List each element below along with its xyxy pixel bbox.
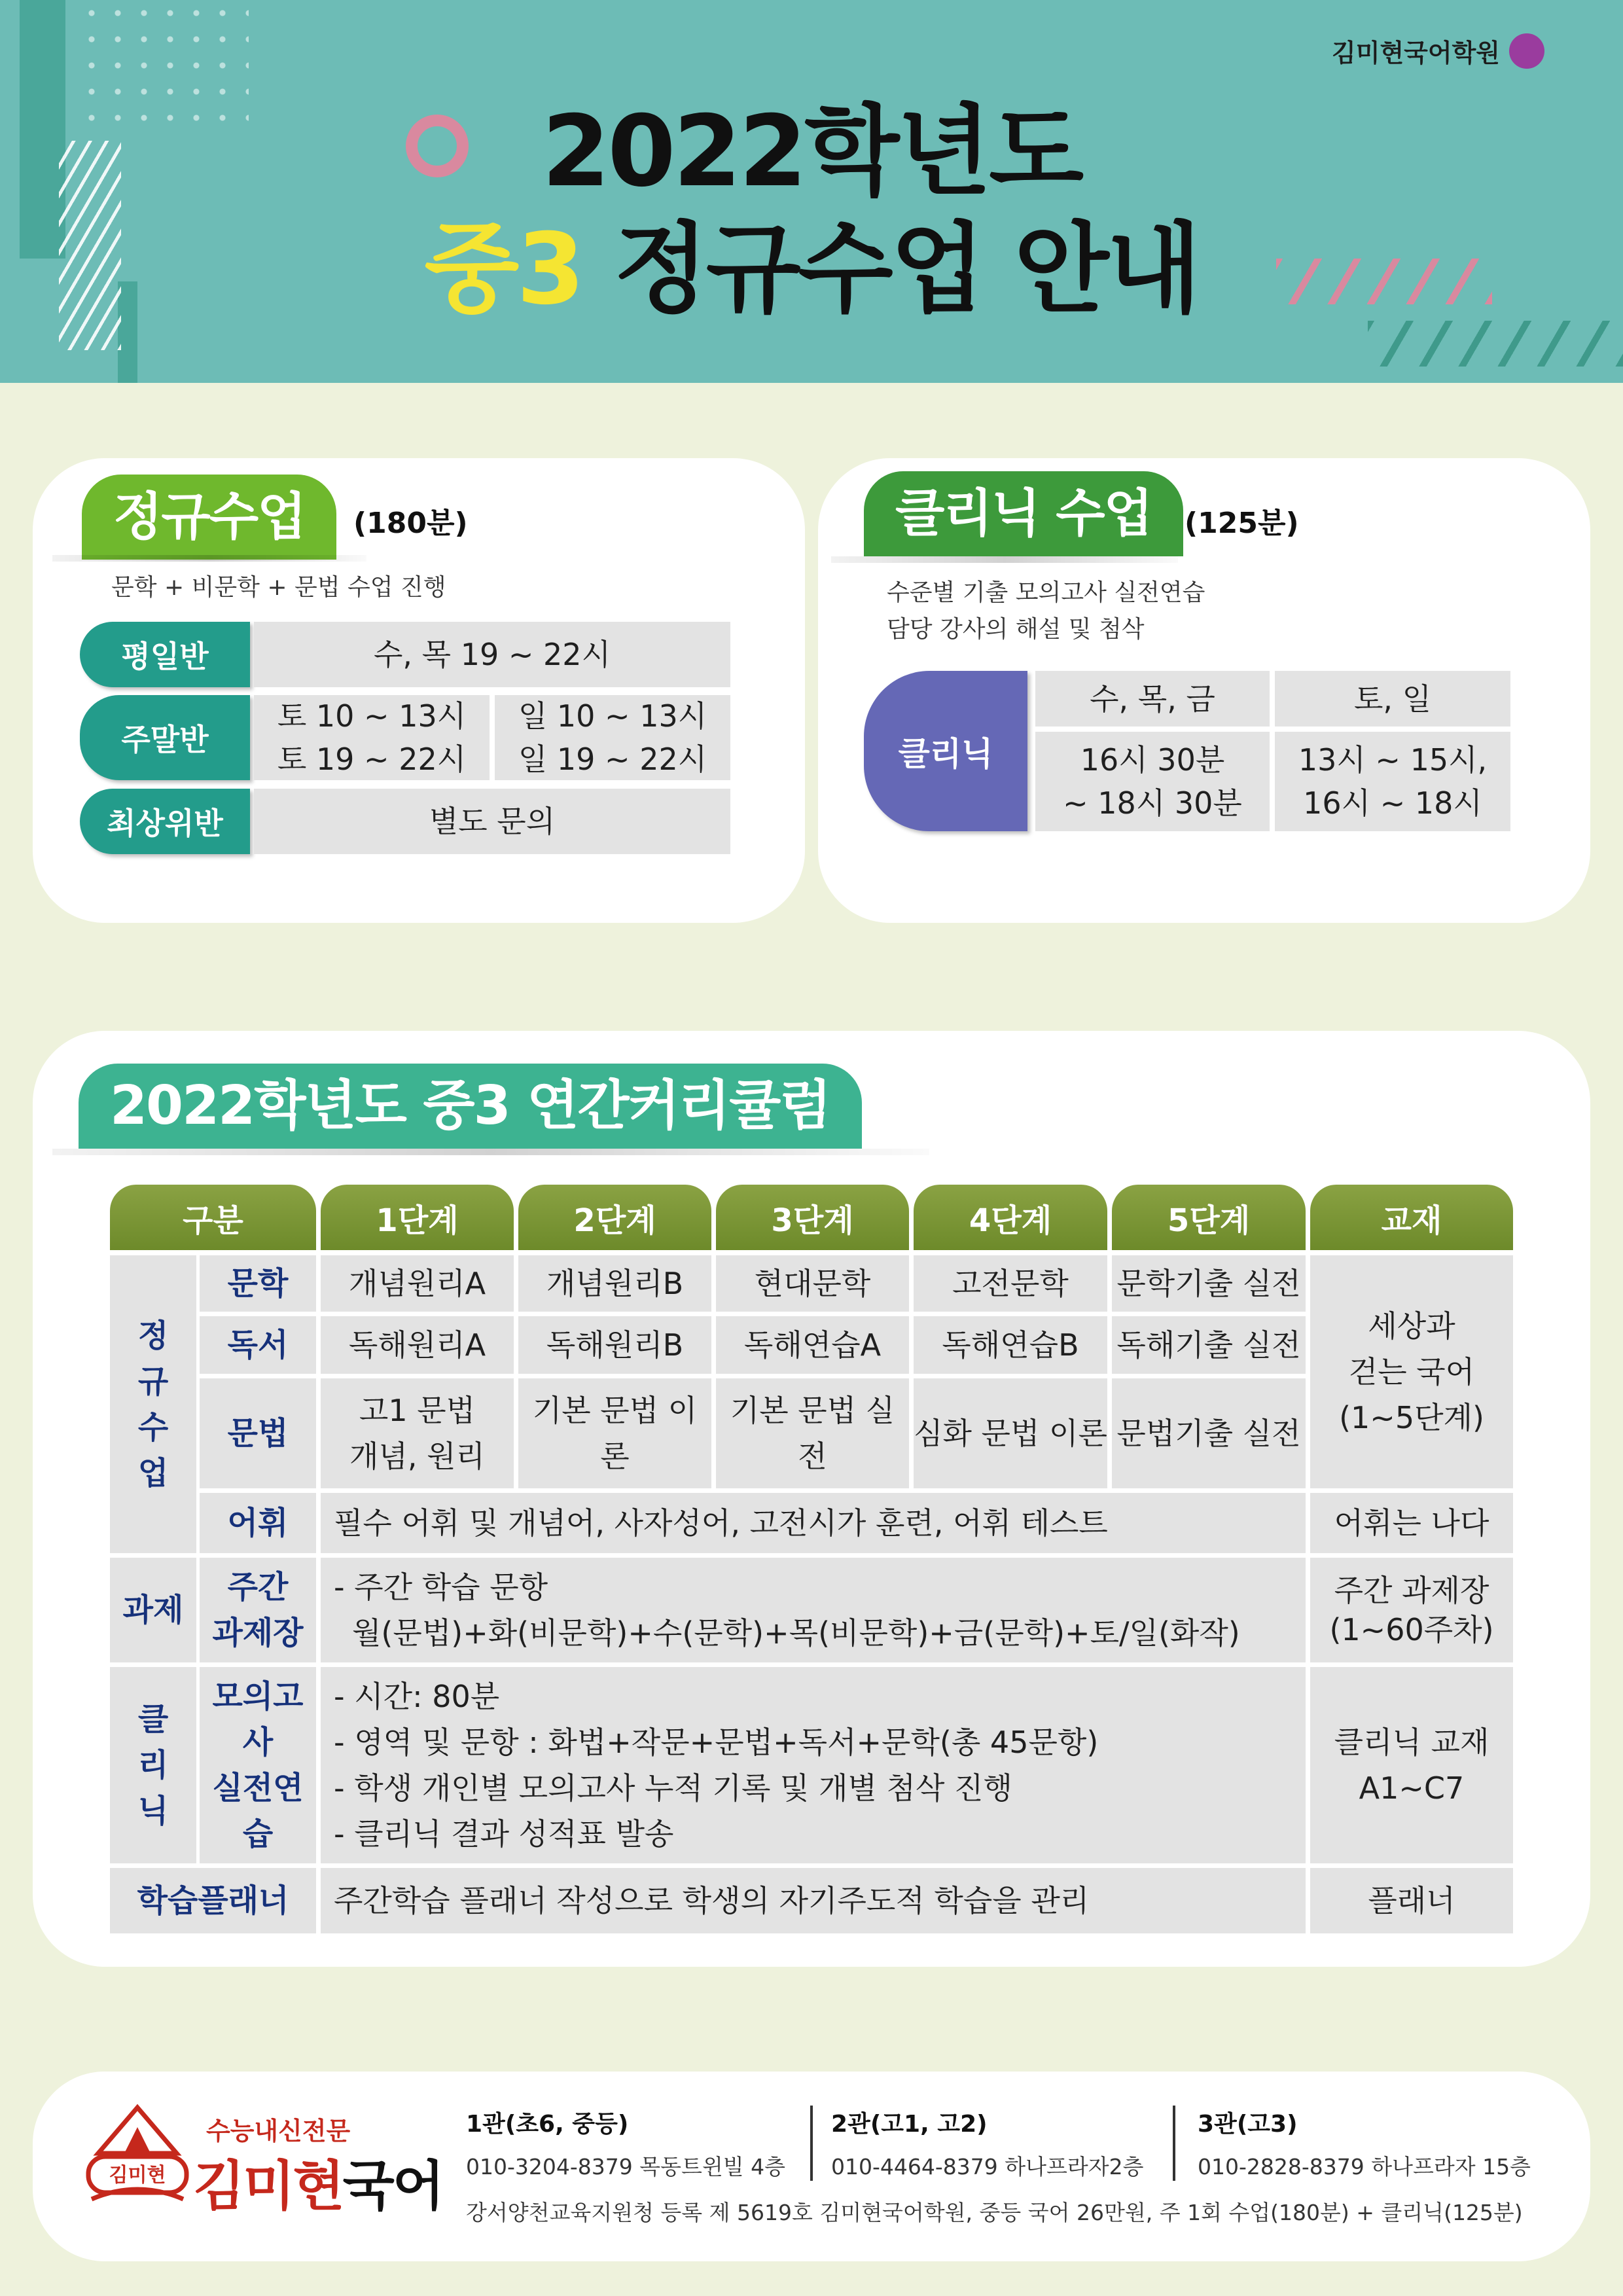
group-homework: 과제: [110, 1558, 196, 1662]
cell-literature-step3: 현대문학: [716, 1255, 909, 1312]
cell-line: 고1 문법: [359, 1393, 476, 1428]
cell-line: (1~5단계): [1339, 1400, 1484, 1435]
col-header-step1: 1단계: [321, 1185, 514, 1250]
subtitle-text: 정규수업 안내: [613, 213, 1199, 327]
brand-name: 김미현국어학원: [1332, 39, 1500, 67]
sat-evening: 토 19 ~ 22시: [277, 742, 467, 777]
cell-grammar-step4: 심화 문법 이론: [914, 1378, 1107, 1488]
group-char: 닉: [137, 1793, 169, 1829]
group-regular-class: [110, 1255, 196, 1553]
clinic-class-card: [818, 458, 1590, 923]
cell-line: 걷는 국어: [1348, 1354, 1475, 1390]
weekday-label: 평일반: [80, 622, 250, 687]
group-char: 리: [137, 1747, 169, 1784]
clinic-time-line: 16시 ~ 18시: [1303, 785, 1482, 821]
content-line: - 영역 및 문항 : 화법+작문+문법+독서+문학(총 45문항): [334, 1725, 1099, 1760]
clinic-weekend-time: [1275, 732, 1510, 831]
header-banner: [0, 0, 1623, 383]
cell-planner-book: 플래너: [1310, 1868, 1513, 1933]
weekend-saturday: [254, 695, 490, 780]
weekday-time: 수, 목 19 ~ 22시: [254, 622, 730, 687]
curriculum-title: 2022학년도 중3 연간커리큘럼: [79, 1064, 862, 1149]
branch2-info: 010-4464-8379 하나프라자2층: [831, 2154, 1144, 2179]
cell-grammar-step1: [321, 1378, 514, 1488]
regular-class-card: [33, 458, 805, 923]
cell-homework-content: [321, 1558, 1306, 1662]
cell-reading-step4: 독해연습B: [914, 1316, 1107, 1374]
row-label-planner: 학습플래너: [110, 1868, 316, 1933]
page-title: 2022학년도: [541, 95, 1082, 209]
divider: [1173, 2106, 1175, 2181]
branch1-name: 1관(초6, 중등): [466, 2111, 629, 2138]
clinic-duration: (125분): [1185, 507, 1299, 540]
logo-subtitle: 수능내신전문: [206, 2117, 351, 2145]
sun-evening: 일 19 ~ 22시: [518, 742, 707, 777]
clinic-weekend-head: 토, 일: [1275, 671, 1510, 726]
row-label-literature: 문학: [200, 1255, 316, 1312]
cell-textbook-main: [1310, 1255, 1513, 1488]
cell-grammar-step2: 기본 문법 이론: [518, 1378, 711, 1488]
sun-morning: 일 10 ~ 13시: [518, 698, 707, 734]
label-line: 실전연습: [212, 1770, 304, 1852]
cell-vocab-book: 어휘는 나다: [1310, 1493, 1513, 1553]
brand-dot-icon: [1509, 33, 1544, 69]
emblem-text: 김미현: [109, 2164, 166, 2187]
content-line: - 시간: 80분: [334, 1679, 500, 1714]
row-label-reading: 독서: [200, 1316, 316, 1374]
branch2-name: 2관(고1, 고2): [831, 2111, 988, 2138]
col-header-step5: 5단계: [1112, 1185, 1306, 1250]
group-char: 정: [137, 1317, 169, 1354]
cell-grammar-step3: 기본 문법 실전: [716, 1378, 909, 1488]
brand-label: [1332, 33, 1544, 69]
cell-vocab-content: 필수 어휘 및 개념어, 사자성어, 고전시가 훈련, 어휘 테스트: [321, 1493, 1306, 1553]
row-label-mock-exam: [200, 1667, 316, 1863]
content-line: - 주간 학습 문항: [334, 1570, 548, 1605]
top-class-value: 별도 문의: [254, 789, 730, 854]
clinic-desc-line: 수준별 기출 모의고사 실전연습: [887, 579, 1205, 606]
divider: [810, 2106, 813, 2181]
row-label-grammar: 문법: [200, 1378, 316, 1488]
clinic-time-line: 13시 ~ 15시,: [1298, 742, 1488, 778]
content-line: 월(문법)+화(비문학)+수(문학)+목(비문학)+금(문학)+토/일(화작): [352, 1615, 1240, 1651]
clinic-time-line: ~ 18시 30분: [1063, 785, 1242, 821]
cell-literature-step1: 개념원리A: [321, 1255, 514, 1312]
logo-subject: 국어: [342, 2155, 443, 2217]
cell-literature-step5: 문학기출 실전: [1112, 1255, 1306, 1312]
sat-morning: 토 10 ~ 13시: [277, 698, 467, 734]
group-char: 수: [137, 1408, 169, 1446]
cell-planner-content: 주간학습 플래너 작성으로 학생의 자기주도적 학습을 관리: [321, 1868, 1306, 1933]
cell-reading-step1: 독해원리A: [321, 1316, 514, 1374]
page-subtitle: [0, 190, 1623, 331]
col-header-textbook: 교재: [1310, 1185, 1513, 1250]
col-header-step2: 2단계: [518, 1185, 711, 1250]
cell-reading-step5: 독해기출 실전: [1112, 1316, 1306, 1374]
weekend-sunday: [495, 695, 730, 780]
title-underline: [52, 555, 366, 562]
cell-reading-step2: 독해원리B: [518, 1316, 711, 1374]
logo-wordmark: [193, 2144, 442, 2220]
cell-line: 클리닉 교재: [1334, 1725, 1489, 1760]
clinic-weekday-head: 수, 목, 금: [1035, 671, 1270, 726]
regular-description: 문학 + 비문학 + 문법 수업 진행: [111, 574, 446, 601]
cell-line: (1~60주차): [1329, 1612, 1494, 1647]
cell-reading-step3: 독해연습A: [716, 1316, 909, 1374]
clinic-desc-line: 담당 강사의 해설 및 첨삭: [887, 616, 1145, 643]
label-line: 주간: [227, 1569, 289, 1605]
group-char: 업: [137, 1454, 169, 1492]
branch3-info: 010-2828-8379 하나프라자 15층: [1198, 2154, 1531, 2179]
regular-class-title: 정규수업: [82, 475, 336, 560]
cell-literature-step4: 고전문학: [914, 1255, 1107, 1312]
cell-line: 세상과: [1368, 1308, 1455, 1344]
title-underline: [52, 1149, 929, 1155]
cell-homework-book: [1310, 1558, 1513, 1662]
cell-grammar-step5: 문법기출 실전: [1112, 1378, 1306, 1488]
cell-line: A1~C7: [1359, 1770, 1465, 1806]
branch1-info: 010-3204-8379 목동트윈빌 4층: [466, 2154, 786, 2179]
label-line: 과제장: [212, 1615, 304, 1651]
col-header-step4: 4단계: [914, 1185, 1107, 1250]
grade-highlight: 중3: [424, 213, 582, 327]
cell-literature-step2: 개념원리B: [518, 1255, 711, 1312]
col-header-category: 구분: [110, 1185, 316, 1250]
clinic-class-title: 클리닉 수업: [864, 471, 1183, 556]
footer-card: [33, 2072, 1590, 2261]
cell-line: 개념, 원리: [349, 1439, 485, 1474]
group-char: 규: [137, 1363, 169, 1400]
row-label-weekly-homework: [200, 1558, 316, 1662]
group-clinic: [110, 1667, 196, 1863]
title-underline: [831, 556, 1178, 563]
logo-name: 김미현: [193, 2155, 343, 2217]
emblem-icon: [79, 2101, 196, 2215]
top-class-label: 최상위반: [80, 789, 250, 854]
content-line: - 클리닉 결과 성적표 발송: [334, 1816, 674, 1852]
clinic-weekday-time: [1035, 732, 1270, 831]
cell-line: 주간 과제장: [1334, 1573, 1489, 1608]
clinic-time-line: 16시 30분: [1080, 742, 1225, 778]
clinic-description: [887, 575, 1205, 648]
col-header-step3: 3단계: [716, 1185, 909, 1250]
academy-emblem: [79, 2101, 196, 2215]
label-line: 모의고사: [212, 1678, 304, 1761]
group-char: 클: [137, 1701, 169, 1738]
branch3-name: 3관(고3): [1198, 2111, 1298, 2138]
regular-duration: (180분): [353, 507, 468, 540]
cell-clinic-book: [1310, 1667, 1513, 1863]
clinic-label: 클리닉: [864, 671, 1027, 831]
registration-info: 강서양천교육지원청 등록 제 5619호 김미현국어학원, 중등 국어 26만원, 주 1회 수업(180분) + 클리닉(125분): [466, 2200, 1523, 2225]
content-line: - 학생 개인별 모의고사 누적 기록 및 개별 첨삭 진행: [334, 1770, 1012, 1806]
cell-clinic-content: [321, 1667, 1306, 1863]
weekend-label: 주말반: [80, 695, 250, 780]
row-label-vocab: 어휘: [200, 1493, 316, 1553]
